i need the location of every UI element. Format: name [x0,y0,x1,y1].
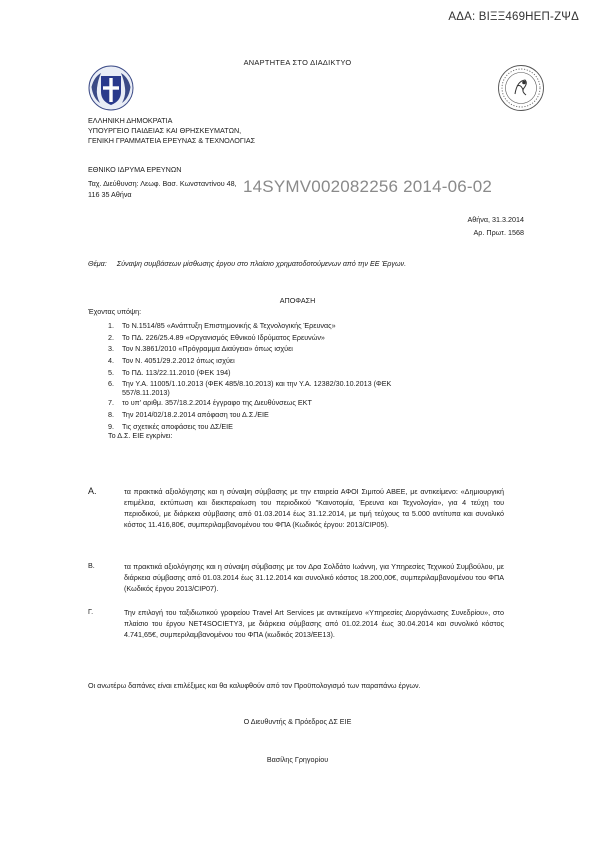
list-item-number: 6. [108,379,114,389]
list-item-number: 9. [108,421,114,431]
organization-block [88,165,237,200]
list-item-text: Την Υ.Α. 11005/1.10.2013 (ΦΕΚ 485/8.10.2013) και την Υ.Α. 12382/30.10.2013 (ΦΕΚ 557/8.11.2013) [122,379,392,398]
signatory-title: Ο Διευθυντής & Πρόεδρος ΔΣ ΕΙΕ [243,717,352,726]
list-item [108,368,528,380]
list-item-text: το υπ' αριθμ. 357/18.2.2014 έγγραφο της Διευθύνσεως ΕΚΤ [122,398,312,408]
list-item-number: 2. [108,332,114,342]
decision-item-a [88,486,504,531]
address-line: Ταχ. Διεύθυνση: Λεωφ. Βασ. Κωνσταντίνου 48, [88,179,237,189]
subject-line [88,259,528,268]
foundation-seal-logo [497,64,545,112]
board-approves-heading: Το Δ.Σ. ΕΙΕ εγκρίνει: [108,431,173,440]
considering-heading: Έχοντας υπόψη: [88,307,142,316]
decision-text: τα πρακτικά αξιολόγησης και η σύναψη σύμβασης με την εταιρεία ΑΦΟΙ Σιμιτού ΑΒΕΕ, με αντικείμενο: «Δημιουργική επιμέλεια, εκτύπωση και διεκπεραίωση του περιοδικού "Καινοτομία, Έρευνα και Τεχνολογία», για 4 τεύχη του περιοδικού, με διάρκεια σύμβασης από 01.03.2014 έως 31.12.2014, με τιμή τεύχους τα 5.000 αντίτυπα και συνολικό κόστος 11.416,80€, συμπεριλαμβανομένου του ΦΠΑ (Κωδικός έργου: 2013/CIP05). [124,487,504,530]
decision-label: Β. [88,561,95,570]
list-item-text: Το ΠΔ. 226/25.4.89 «Οργανισμός Εθνικού Ιδρύματος Ερευνών» [122,332,325,342]
list-item-number: 5. [108,367,114,377]
list-item [108,344,528,356]
subject-label: Θέμα: [88,259,107,268]
greek-emblem-logo [88,65,134,111]
decision-title: ΑΠΟΦΑΣΗ [279,296,316,305]
decision-label: Γ. [88,607,94,616]
list-item [108,398,528,410]
signatory-name: Βασίλης Γρηγορίου [266,755,329,764]
closing-statement: Οι ανωτέρω δαπάνες είναι επιλέξιμες και θα καλυφθούν από τον Προϋπολογισμό των παραπάνω έργων. [88,681,421,690]
publish-heading: ΑΝΑΡΤΗΤΕΑ ΣΤΟ ΔΙΑΔΙΚΤΥΟ [243,58,352,67]
decision-text: τα πρακτικά αξιολόγησης και η σύναψη σύμβασης με τον Δρα Σολδάτο Ιωάννη, για Υπηρεσίες Τεχνικού Συμβούλου, με διάρκεια σύμβασης από 01.03.2014 έως 31.12.2014 και συνολικό κόστος 18.200,00€, συμπεριλαμβανομένου του ΦΠΑ (Κωδικός έργου 2013/CIP07). [124,562,504,594]
header-line: ΥΠΟΥΡΓΕΙΟ ΠΑΙΔΕΙΑΣ ΚΑΙ ΘΡΗΣΚΕΥΜΑΤΩΝ, [88,126,242,136]
decision-label: Α. [88,486,97,496]
list-item-text: Τον Ν. 4051/29.2.2012 όπως ισχύει [122,356,235,366]
list-item-number: 7. [108,398,114,408]
list-item [108,410,528,422]
list-item [108,356,528,368]
header-line: ΕΛΛΗΝΙΚΗ ΔΗΜΟΚΡΑΤΙΑ [88,116,173,125]
header-line: ΓΕΝΙΚΗ ΓΡΑΜΜΑΤΕΙΑ ΕΡΕΥΝΑΣ & ΤΕΧΝΟΛΟΓΙΑΣ [88,136,256,146]
list-item-text: Την 2014/02/18.2.2014 απόφαση του Δ.Σ./ΕΙΕ [122,410,269,420]
city-line: 116 35 Αθήνα [88,190,132,200]
date-line: Αθήνα, 31.3.2014 [467,215,524,224]
subject-text: Σύναψη συμβάσεων μίσθωσης έργου στο πλαίσιο χρηματοδοτούμενων από την ΕΕ Έργων. [116,259,407,268]
ada-code: ΑΔΑ: ΒΙΞΞ469ΗΕΠ-ΖΨΔ [448,11,579,23]
list-item-text: Τις σχετικές αποφάσεις του ΔΣ/ΕΙΕ [122,421,233,431]
list-item-number: 8. [108,410,114,420]
list-item-number: 4. [108,356,114,366]
organization-name: ΕΘΝΙΚΟ ΙΔΡΥΜΑ ΕΡΕΥΝΩΝ [88,165,182,174]
list-item-text: Τον Ν.3861/2010 «Πρόγραμμα Διαύγεια» όπως ισχύει [122,344,293,354]
decision-item-c [88,607,504,640]
considerations-list [108,321,528,434]
list-item-number: 1. [108,321,114,330]
protocol-number: Αρ. Πρωτ. 1568 [473,228,524,237]
government-header [88,116,255,146]
list-item [108,379,528,398]
list-item-text: Το Ν.1514/85 «Ανάπτυξη Επιστημονικής & Τεχνολογικής Έρευνας» [122,321,336,330]
decision-item-b [88,561,504,594]
list-item [108,321,528,333]
list-item-number: 3. [108,344,114,354]
list-item [108,333,528,345]
list-item-text: Το ΠΔ. 113/22.11.2010 (ΦΕΚ 194) [122,367,231,377]
decision-text: Την επιλογή του ταξιδιωτικού γραφείου Travel Art Services με αντικείμενο «Υπηρεσίες Διοργάνωσης Συνεδρίου», στο πλαίσιο του έργου NET4SOCIETY3, με διάρκεια σύμβασης από 01.02.2014 έως 30.04.2014 και συνολικό κόστος 4.741,65€, συμπεριλαμβανομένου του ΦΠΑ (κωδικός 2013/ΕΕ13). [124,608,504,640]
document-stamp: 14SYMV002082256 2014-06-02 [243,177,493,196]
